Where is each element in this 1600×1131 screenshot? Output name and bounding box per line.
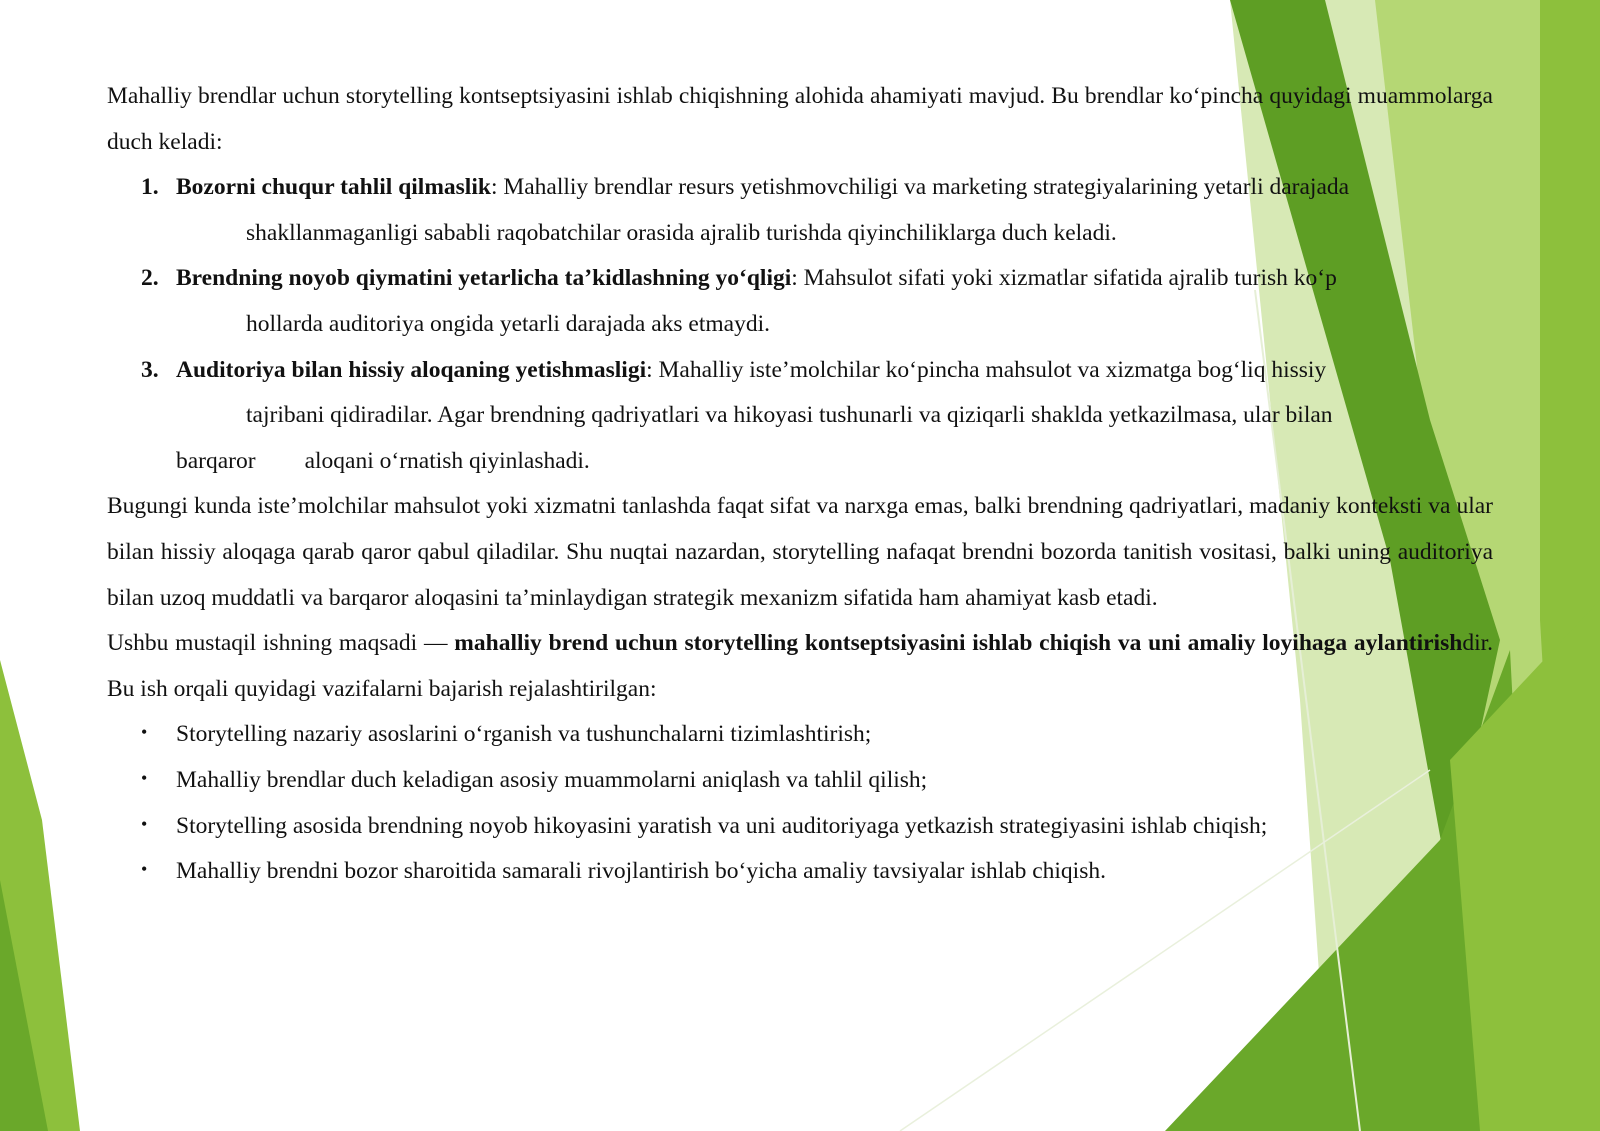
- problem-item: [107, 256, 1493, 347]
- intro-paragraph: Mahalliy brendlar uchun storytelling kontseptsiyasini ishlab chiqishning alohida ahamiyati mavjud. Bu brendlar ko‘pincha quyidagi muammolarga duch keladi:: [107, 83, 1493, 155]
- task-text: Mahalliy brendlar duch keladigan asosiy muammolarni aniqlash va tahlil qilish;: [176, 766, 928, 793]
- problem-title: Brendning noyob qiymatini yetarlicha ta’kidlashning yo‘qligi: [176, 265, 792, 292]
- bullet-icon: •: [141, 813, 148, 834]
- problem-continuation: tajribani qidiradilar. Agar brendning qadriyatlari va hikoyasi tushunarli va qiziqarli shaklda yetkazilmasa, ular bilan: [246, 402, 1333, 429]
- problem-continuation: hollarda auditoriya ongida yetarli darajada aks etmaydi.: [246, 310, 770, 337]
- list-number: 1.: [141, 174, 159, 201]
- task-item: [107, 758, 1493, 804]
- problem-text: : Mahalliy brendlar resurs yetishmovchiligi va marketing strategiyalarining yetarli darajada: [490, 174, 1350, 201]
- task-item: [107, 804, 1493, 850]
- task-item: [107, 712, 1493, 758]
- task-item: [107, 849, 1493, 895]
- context-paragraph: Bugungi kunda iste’molchilar mahsulot yoki xizmatni tanlashda faqat sifat va narxga emas, balki brendning qadriyatlari, madaniy konteksti va ular bilan hissiy aloqaga qarab qaror qabul qiladilar. Shu nuqtai nazardan, storytelling nafaqat brendni bozorda tanitish vositasi, balki uning auditoriya bilan uzoq muddatli va barqaror aloqasini ta’minlaydigan strategik mexanizm sifatida ham ahamiyat kasb etadi.: [107, 493, 1493, 611]
- goal-paragraph: [107, 621, 1493, 712]
- task-text: Mahalliy brendni bozor sharoitida samarali rivojlantirish bo‘yicha amaliy tavsiyalar ishlab chiqish.: [176, 858, 1106, 885]
- task-text: Storytelling asosida brendning noyob hikoyasini yaratish va uni auditoriyaga yetkazish strategiyasini ishlab chiqish;: [176, 812, 1268, 839]
- problem-text: : Mahalliy iste’molchilar ko‘pincha mahsulot va xizmatga bog‘liq hissiy: [646, 356, 1327, 383]
- problem-item: [107, 165, 1493, 256]
- problem-tail-a: barqaror: [176, 447, 256, 474]
- list-number: 2.: [141, 265, 159, 292]
- goal-prefix: Ushbu mustaqil ishning maqsadi —: [107, 630, 455, 657]
- problem-title: Bozorni chuqur tahlil qilmaslik: [176, 174, 491, 201]
- goal-suffix: dir. Bu ish orqali quyidagi vazifalarni bajarish rejalashtirilgan:: [107, 630, 1493, 702]
- problem-tail-b: aloqani o‘rnatish qiyinlashadi.: [304, 447, 590, 474]
- bullet-icon: •: [141, 767, 148, 788]
- bullet-icon: •: [141, 859, 148, 880]
- bullet-icon: •: [141, 722, 148, 743]
- slide-content: [107, 74, 1493, 895]
- problem-continuation: shakllanmaganligi sababli raqobatchilar orasida ajralib turishda qiyinchiliklarga duch keladi.: [246, 219, 1117, 246]
- problem-title: Auditoriya bilan hissiy aloqaning yetishmasligi: [176, 356, 647, 383]
- tasks-list: [107, 712, 1493, 894]
- goal-bold: mahalliy brend uchun storytelling kontseptsiyasini ishlab chiqish va uni amaliy loyihaga aylantirish: [454, 630, 1463, 657]
- problems-list: [107, 165, 1493, 484]
- task-text: Storytelling nazariy asoslarini o‘rganish va tushunchalarni tizimlashtirish;: [176, 721, 872, 748]
- problem-text: : Mahsulot sifati yoki xizmatlar sifatida ajralib turish ko‘p: [791, 265, 1337, 292]
- problem-item: [107, 348, 1493, 485]
- list-number: 3.: [141, 356, 159, 383]
